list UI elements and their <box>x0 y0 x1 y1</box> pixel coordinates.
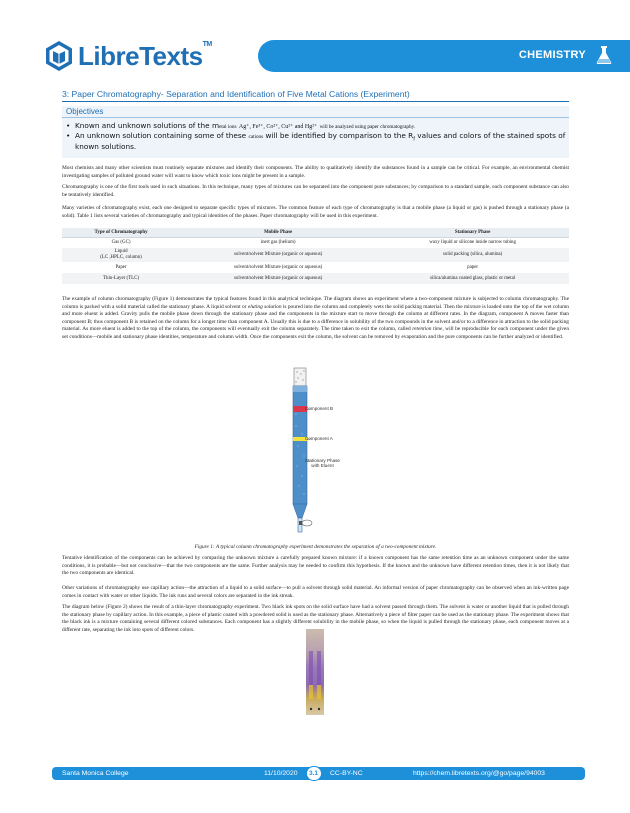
table-row: Thin-Layer (TLC) solvent/solvent Mixture (organic or aqueous) silica/alumina coated glass, plastic or metal <box>62 273 569 284</box>
metal-ions: Ag⁺, Fe³⁺, Co²⁺, Cu²⁺ and Hg²⁺ <box>238 124 318 130</box>
stationary-phase-label: Stationary Phase with Eluent <box>305 458 340 468</box>
library-banner[interactable] <box>258 40 630 72</box>
column-chromatography-figure <box>278 366 358 538</box>
title-divider <box>62 101 569 102</box>
footer-institution: Santa Monica College <box>62 770 129 777</box>
objectives-divider <box>62 117 569 118</box>
libretexts-logo-icon <box>44 40 74 72</box>
objective-item-2-cont: known solutions. <box>75 142 137 151</box>
paragraph-3: Many varieties of chromatography exist, each one designed to separate specific types of mixtures. The common feature of each type of chromatography is that a mobile phase (a liquid or gas) is pushed through a stationary phase (a solid). Table 1 lists several varieties of chromatography and typical identities of the phases. Paper chromatography will be used in this experiment. <box>62 205 569 219</box>
paragraph-2: Chromatography is one of the first tools used in such situations. In this technique, many types of mixtures can be separated into the component pure substances; by comparison to a standard sample, each component substance can also be tentatively identified. <box>62 184 569 198</box>
footer-url[interactable]: https://chem.libretexts.org/@go/page/94003 <box>413 770 545 777</box>
libretexts-logo[interactable] <box>44 36 212 76</box>
page-title: 3: Paper Chromatography- Separation and Identification of Five Metal Cations (Experiment) <box>62 89 410 99</box>
objective-item-2: • An unknown solution containing some of these cations will be identified by comparison to the $R_f$ values and colors of the stained spots of <box>66 131 566 143</box>
paragraph-7: The diagram below (Figure 2) shows the result of a thin-layer chromatography experiment. Two black ink spots on the solid surface have had a solvent passed through them. The solvent is water or another liquid that is pulled through the stationary phase by capillary action. In this example, a piece of plastic coated with a powdered solid is used as the stationary phase. Alternatively a piece of filter paper can be used as the stationary phase. The experiment shows that the black ink is a mixture containing several different colored substances. Each component has a slightly different solubility in the mobile phase, so when the liquid is pulled through the stationary phase, each component moves at a different rate, separating the ink into spots of different colors. <box>62 604 569 633</box>
footer-date: 11/10/2020 <box>264 770 298 777</box>
component-a-label: Component A <box>305 436 333 441</box>
page-footer <box>52 767 585 780</box>
paragraph-5: Tentative identification of the components can be achieved by comparing the unknown mixture a carefully prepared known mixture: if a known component has the same retention time as an unknown component under the same conditions, it is probable—but not conclusive—that the two components are the same. Further analysis may be needed to confirm this hypothesis. If the known and the unknown have different retention times, then it is not likely that the two components are identical. <box>62 555 569 577</box>
paragraph-1: Most chemists and many other scientists must routinely separate mixtures and identify their components. The ability to qualitatively identify the substances found in a sample can be critical. For example, an environmental chemist investigating samples of polluted ground water will want to know which toxic ions might be present in a sample. <box>62 165 569 179</box>
paragraph-4: The example of column chromatography (Figure 1) demonstrates the typical features found in this analytical technique. The diagram shows an experiment where a two-component mixture is subjected to column chromatography. The column is packed with a solid material called the stationary phase. A liquid solvent or eluting solution is poured into the column and completely wets the solid packing material. Then the mixture is loaded onto the top of the wet column and more eluent is added. Gravity pulls the mobile phase down through the stationary phase and the components in the mixture start to move through the column at different rates. In the diagram, component A moves faster than component B; thus component B is retained on the column for a longer time than component A. Usually this is due to a difference in solubility of the two compounds in the solvent and/or to a difference in attraction to the solid packing material. As more eluent is added to the top of the column, the components will eventually exit the column separately. The time taken to exit the column, called retention time, will be reproducible for each component under the given set conditions—mobile and stationary phase identities, temperature and column width. Once the components exit the column, the solvent can be removed by evaporation and the pure components can be further analyzed or identified. <box>62 296 570 340</box>
table-row: Liquid (LC ,HPLC, column) solvent/solvent Mixture (organic or aqueous) solid packing (silica, alumina) <box>62 248 569 262</box>
bullet-icon: • <box>66 121 71 130</box>
page-header <box>0 34 630 78</box>
logo-text: LibreTexts™ <box>78 40 212 71</box>
figure-1-caption: Figure 1: A typical column chromatography experiment demonstrates the separation of a two-component mixture. <box>194 544 437 550</box>
objectives-heading: Objectives <box>66 107 104 116</box>
table-row: Paper solvent/solvent Mixture (organic or aqueous) paper <box>115 264 479 270</box>
objective-item-1: • Known and unknown solutions of the metal ions Ag⁺, Fe³⁺, Co²⁺, Cu²⁺ and Hg²⁺ will be analyzed using paper chromatography. <box>66 121 416 130</box>
tlc-plate-image <box>306 629 324 715</box>
table-header: Stationary Phase <box>376 228 569 237</box>
chromatography-table <box>62 228 569 284</box>
paragraph-6: Other variations of chromatography use capillary action—the attraction of a liquid to a solid surface—to pull a solvent through solid material. An informal version of paper chromatography can be observed when an ink-written page comes in contact with water or other liquids. The ink runs and several colors are separated in the ink streak. <box>62 585 569 599</box>
library-name: CHEMISTRY <box>518 49 586 61</box>
table-header-row <box>62 228 569 237</box>
page-number-badge: 3.1 <box>306 766 322 781</box>
table-row: Gas (GC) inert gas (helium) waxy liquid or silicone inside narrow tubing <box>111 239 516 245</box>
bullet-icon: • <box>66 131 71 140</box>
flask-icon <box>596 45 612 65</box>
footer-license[interactable]: CC-BY-NC <box>330 770 363 777</box>
component-b-label: Component B <box>305 406 334 411</box>
table-header: Mobile Phase <box>180 228 376 237</box>
table-header: Type of Chromatography <box>62 228 180 237</box>
